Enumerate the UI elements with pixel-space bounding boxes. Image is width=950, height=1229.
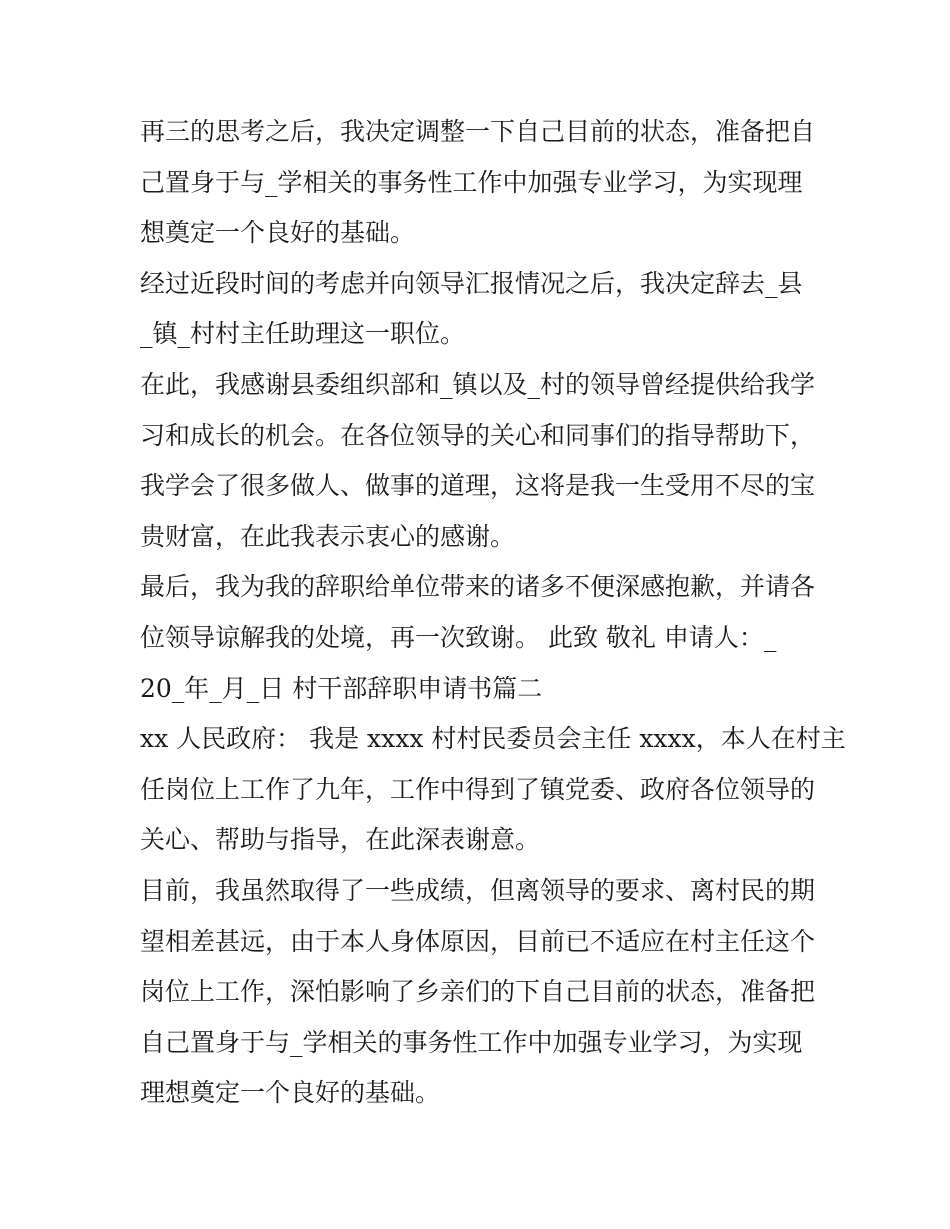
text-line: 习和成长的机会。在各位领导的关心和同事们的指导帮助下， [140, 420, 816, 450]
text-line: 己置身于与_学相关的事务性工作中加强专业学习，为实现理 [140, 167, 803, 197]
text-line: 理想奠定一个良好的基础。 [140, 1078, 441, 1108]
text-line: 最后，我为我的辞职给单位带来的诸多不便深感抱歉，并请各 [140, 572, 816, 602]
text-line: 在此，我感谢县委组织部和_镇以及_村的领导曾经提供给我学 [140, 369, 816, 399]
text-line: 想奠定一个良好的基础。 [140, 218, 416, 248]
text-line: 位领导谅解我的处境，再一次致谢。 此致 敬礼 申请人：_ [140, 622, 777, 652]
text-line: 关心、帮助与指导，在此深表谢意。 [140, 825, 541, 855]
text-line: 望相差甚远，由于本人身体原因，目前已不适应在村主任这个 [140, 926, 816, 956]
section-heading-line: 20_年_月_日 村干部辞职申请书篇二 [140, 673, 543, 703]
text-line: 我学会了很多做人、做事的道理，这将是我一生受用不尽的宝 [140, 471, 816, 501]
text-line: 经过近段时间的考虑并向领导汇报情况之后，我决定辞去_县 [140, 268, 803, 298]
text-line: 自己置身于与_学相关的事务性工作中加强专业学习，为实现 [140, 1027, 803, 1057]
text-line: _镇_村村主任助理这一职位。 [140, 319, 466, 349]
text-line: 贵财富，在此我表示衷心的感谢。 [140, 521, 516, 551]
text-line: 目前，我虽然取得了一些成绩，但离领导的要求、离村民的期 [140, 875, 816, 905]
text-line: 再三的思考之后，我决定调整一下自己目前的状态，准备把自 [140, 117, 816, 146]
text-line: 岗位上工作，深怕影响了乡亲们的下自己目前的状态，准备把 [140, 977, 816, 1007]
text-line: xx 人民政府： 我是 xxxx 村村民委员会主任 xxxx，本人在村主 [140, 724, 846, 754]
document-body [140, 107, 846, 1119]
text-line: 任岗位上工作了九年，工作中得到了镇党委、政府各位领导的 [140, 774, 816, 804]
